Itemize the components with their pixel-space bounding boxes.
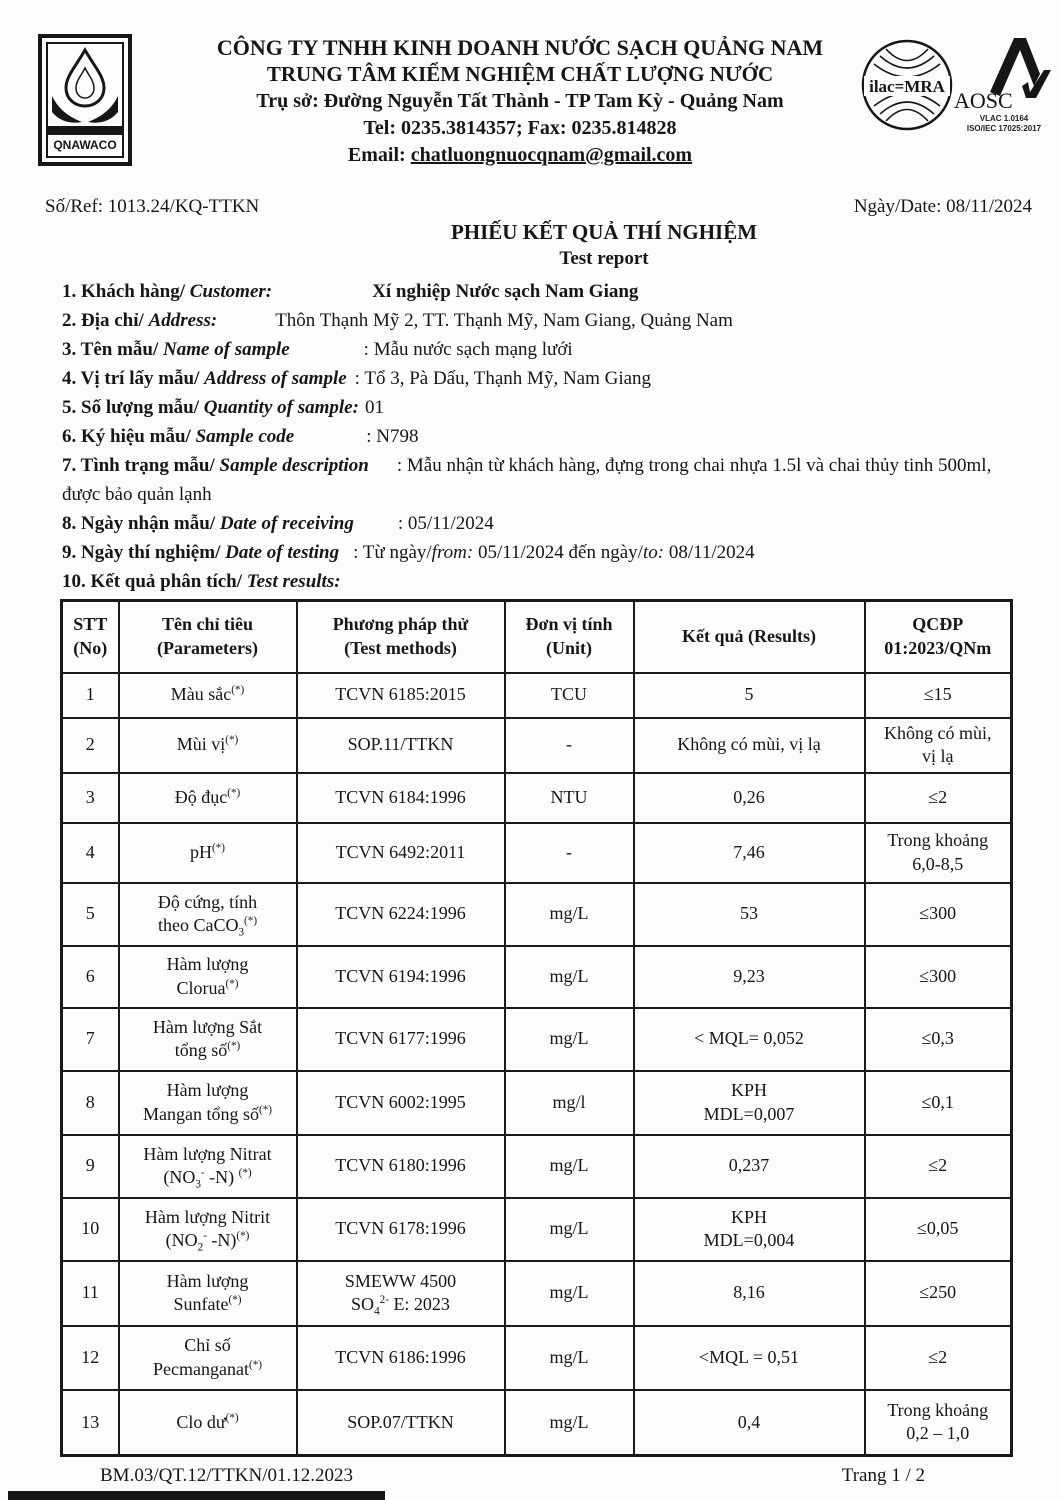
report-subtitle: Test report	[559, 248, 649, 269]
method-cell: TCVN 6178:1996	[297, 1198, 505, 1261]
report-date: Ngày/Date: 08/11/2024	[853, 196, 1032, 217]
info-value: 05/11/2024 đến ngày/	[473, 542, 643, 563]
company-name: CÔNG TY TNHH KINH DOANH NƯỚC SẠCH QUẢNG NAM	[216, 35, 824, 60]
info-value: 01	[364, 397, 384, 418]
param-cell: Màu sắc(*)	[119, 673, 297, 718]
table-header-row	[62, 601, 1012, 673]
param-cell: Hàm lượng Mangan tổng số(*)	[119, 1071, 297, 1135]
unit-cell: -	[505, 823, 634, 883]
info-value: : Mẫu nước sạch mạng lưới	[363, 339, 573, 360]
limit-cell: Trong khoảng 6,0-8,5	[865, 823, 1012, 883]
method-cell: SMEWW 4500 $SO_4^{2-}$ E: 2023	[297, 1261, 505, 1326]
info-value: : 05/11/2024	[397, 513, 494, 534]
limit-cell: ≤300	[865, 946, 1012, 1008]
param-cell: Độ cứng, tính theo CaCO$_3$(*)	[119, 883, 297, 946]
info-label-en: Date of receiving	[219, 513, 354, 534]
info-value: : N798	[366, 426, 419, 447]
report-title: PHIẾU KẾT QUẢ THÍ NGHIỆM	[450, 220, 758, 244]
info-label: 10. Kết quả phân tích/	[62, 571, 247, 592]
result-cell: KPH MDL=0,004	[634, 1198, 865, 1261]
stt-cell: 3	[62, 773, 119, 823]
info-label: 7. Tình trạng mẫu/	[62, 455, 220, 476]
info-label: 4. Vị trí lấy mẫu/	[62, 368, 205, 389]
method-cell: TCVN 6194:1996	[297, 946, 505, 1008]
stt-cell: 2	[62, 718, 119, 773]
result-cell: 9,23	[634, 946, 865, 1008]
info-label-en: Date of testing	[225, 542, 340, 563]
col-header-method: Phương pháp thử (Test methods)	[297, 601, 505, 673]
info-item-test-results	[62, 567, 1017, 596]
param-cell: pH(*)	[119, 823, 297, 883]
param-cell: Hàm lượng Sắt tổng số(*)	[119, 1008, 297, 1071]
limit-cell: ≤250	[865, 1261, 1012, 1326]
hq-address: Trụ sở: Đường Nguyễn Tất Thành - TP Tam Kỳ - Quảng Nam	[256, 90, 784, 112]
stt-cell: 9	[62, 1135, 119, 1198]
result-cell: 0,4	[634, 1390, 865, 1456]
qnawaco-logo	[38, 34, 132, 166]
info-item-date-receiving	[62, 509, 1017, 538]
param-cell: Clo dư(*)	[119, 1390, 297, 1456]
stt-cell: 1	[62, 673, 119, 718]
unit-cell: mg/l	[505, 1071, 634, 1135]
method-cell: TCVN 6177:1996	[297, 1008, 505, 1071]
info-value-from: from:	[431, 542, 474, 563]
limit-cell: ≤2	[865, 1326, 1012, 1390]
method-cell: TCVN 6002:1995	[297, 1071, 505, 1135]
info-label-en: Name of sample	[163, 339, 290, 360]
result-cell: 8,16	[634, 1261, 865, 1326]
info-value: : Tổ 3, Pà Dấu, Thạnh Mỹ, Nam Giang	[354, 368, 652, 389]
method-cell: TCVN 6180:1996	[297, 1135, 505, 1198]
limit-cell: ≤0,05	[865, 1198, 1012, 1261]
result-cell: 0,26	[634, 773, 865, 823]
stt-cell: 11	[62, 1261, 119, 1326]
unit-cell: mg/L	[505, 946, 634, 1008]
table-row	[62, 1198, 1012, 1261]
col-header-parameter: Tên chỉ tiêu (Parameters)	[119, 601, 297, 673]
email-link[interactable]: chatluongnuocqnam@gmail.com	[410, 144, 693, 166]
param-cell: Hàm lượng Nitrit ($NO_2^-$ -N)(*)	[119, 1198, 297, 1261]
limit-cell: ≤0,3	[865, 1008, 1012, 1071]
unit-cell: mg/L	[505, 1008, 634, 1071]
table-row	[62, 1326, 1012, 1390]
method-cell: SOP.07/TTKN	[297, 1390, 505, 1456]
info-label: 8. Ngày nhận mẫu/	[62, 513, 220, 534]
result-cell: Không có mùi, vị lạ	[634, 718, 865, 773]
result-cell: <MQL = 0,51	[634, 1326, 865, 1390]
info-section	[62, 277, 1017, 596]
param-cell: Độ đục(*)	[119, 773, 297, 823]
ref-row	[0, 192, 1062, 218]
info-item-quantity	[62, 393, 1017, 422]
info-value: Thôn Thạnh Mỹ 2, TT. Thạnh Mỹ, Nam Giang, Quảng Nam	[275, 310, 733, 331]
result-cell: 5	[634, 673, 865, 718]
ilac-mra-text: ilac=MRA	[869, 77, 945, 96]
unit-cell: mg/L	[505, 1135, 634, 1198]
title-block	[148, 220, 1060, 270]
limit-cell: Trong khoảng 0,2 – 1,0	[865, 1390, 1012, 1456]
stt-cell: 5	[62, 883, 119, 946]
limit-cell: ≤2	[865, 1135, 1012, 1198]
ilac-mra-logo	[860, 38, 954, 132]
result-cell: KPH MDL=0,007	[634, 1071, 865, 1135]
aosc-check-icon	[952, 30, 1056, 114]
center-name: TRUNG TÂM KIỂM NGHIỆM CHẤT LƯỢNG NƯỚC	[266, 62, 774, 86]
limit-cell: ≤2	[865, 773, 1012, 823]
info-label-en: Address of sample	[204, 368, 347, 389]
info-item-customer	[62, 277, 1017, 306]
table-row	[62, 1135, 1012, 1198]
info-value: 08/11/2024	[664, 542, 755, 563]
water-drop-icon	[38, 34, 132, 166]
info-label-en: Customer:	[189, 281, 273, 302]
info-item-address	[62, 306, 1017, 335]
stt-cell: 10	[62, 1198, 119, 1261]
info-value: : Từ ngày/	[353, 542, 432, 563]
result-cell: 53	[634, 883, 865, 946]
info-label-en: Sample description	[219, 455, 369, 476]
unit-cell: NTU	[505, 773, 634, 823]
param-cell: Mùi vị(*)	[119, 718, 297, 773]
stt-cell: 4	[62, 823, 119, 883]
unit-cell: -	[505, 718, 634, 773]
info-item-date-testing	[62, 538, 1017, 567]
unit-cell: mg/L	[505, 883, 634, 946]
info-item-sample-address	[62, 364, 1017, 393]
info-label-en: Test results:	[246, 571, 341, 592]
stt-cell: 12	[62, 1326, 119, 1390]
table-row	[62, 1261, 1012, 1326]
table-row	[62, 1008, 1012, 1071]
info-label: 5. Số lượng mẫu/	[62, 397, 204, 418]
col-header-unit: Đơn vị tính (Unit)	[505, 601, 634, 673]
method-cell: TCVN 6224:1996	[297, 883, 505, 946]
info-label: 1. Khách hàng/	[62, 281, 190, 302]
result-cell: 0,237	[634, 1135, 865, 1198]
stt-cell: 7	[62, 1008, 119, 1071]
unit-cell: mg/L	[505, 1390, 634, 1456]
email-label: Email:	[347, 144, 411, 166]
info-item-sample-name	[62, 335, 1017, 364]
info-label: 2. Địa chỉ/	[62, 310, 149, 331]
info-label-en: Quantity of sample:	[203, 397, 359, 418]
page-number: Trang 1 / 2	[841, 1465, 925, 1486]
stt-cell: 13	[62, 1390, 119, 1456]
info-label-en: Sample code	[195, 426, 295, 447]
results-table	[60, 599, 1013, 1457]
param-cell: Hàm lượng Clorua(*)	[119, 946, 297, 1008]
table-row	[62, 1071, 1012, 1135]
info-item-sample-description	[62, 451, 1017, 509]
info-label-en: Address:	[148, 310, 218, 331]
aosc-text: AOSC	[954, 88, 1013, 113]
ilac-mra-globe-icon	[860, 38, 954, 132]
info-value: Xí nghiệp Nước sạch Nam Giang	[372, 281, 639, 302]
method-cell: TCVN 6492:2011	[297, 823, 505, 883]
info-value: : Mẫu nhận từ khách hàng, đựng trong chai nhựa 1.5l và chai thủy tinh 500ml, được bảo quản lạnh	[62, 455, 992, 505]
limit-cell: ≤15	[865, 673, 1012, 718]
method-cell: TCVN 6184:1996	[297, 773, 505, 823]
aosc-logo	[952, 30, 1056, 134]
aosc-iso-code: ISO/IEC 17025:2017	[966, 124, 1042, 133]
info-label: 3. Tên mẫu/	[62, 339, 164, 360]
param-cell: Hàm lượng Nitrat ($NO_3^-$ -N) (*)	[119, 1135, 297, 1198]
table-row	[62, 718, 1012, 773]
stt-cell: 8	[62, 1071, 119, 1135]
unit-cell: mg/L	[505, 1198, 634, 1261]
table-row	[62, 946, 1012, 1008]
info-value-to: to:	[642, 542, 665, 563]
tel-fax: Tel: 0235.3814357; Fax: 0235.814828	[363, 117, 677, 139]
letterhead-text	[140, 34, 900, 169]
page-footer	[0, 1457, 1062, 1487]
unit-cell: mg/L	[505, 1261, 634, 1326]
table-row	[62, 773, 1012, 823]
col-header-limit: QCĐP 01:2023/QNm	[865, 601, 1012, 673]
stt-cell: 6	[62, 946, 119, 1008]
table-row	[62, 823, 1012, 883]
param-cell: Chỉ số Pecmanganat(*)	[119, 1326, 297, 1390]
method-cell: SOP.11/TTKN	[297, 718, 505, 773]
email-line	[140, 142, 900, 169]
ref-number: Số/Ref: 1013.24/KQ-TTKN	[45, 196, 260, 217]
table-row	[62, 883, 1012, 946]
svg-text:QNAWACO: QNAWACO	[53, 138, 117, 152]
result-cell: 7,46	[634, 823, 865, 883]
info-label: 9. Ngày thí nghiệm/	[62, 542, 226, 563]
col-header-result: Kết quả (Results)	[634, 601, 865, 673]
info-label: 6. Ký hiệu mẫu/	[62, 426, 196, 447]
method-cell: TCVN 6185:2015	[297, 673, 505, 718]
method-cell: TCVN 6186:1996	[297, 1326, 505, 1390]
limit-cell: Không có mùi, vị lạ	[865, 718, 1012, 773]
result-cell: < MQL= 0,052	[634, 1008, 865, 1071]
col-header-stt: STT (No)	[62, 601, 119, 673]
aosc-vlac-code: VLAC 1.0164	[979, 114, 1029, 123]
limit-cell: ≤300	[865, 883, 1012, 946]
table-row	[62, 673, 1012, 718]
param-cell: Hàm lượng Sunfate(*)	[119, 1261, 297, 1326]
info-item-sample-code	[62, 422, 1017, 451]
unit-cell: mg/L	[505, 1326, 634, 1390]
form-code: BM.03/QT.12/TTKN/01.12.2023	[100, 1465, 353, 1486]
unit-cell: TCU	[505, 673, 634, 718]
table-row	[62, 1390, 1012, 1456]
scan-artifact-bar	[8, 1491, 385, 1500]
letterhead	[0, 0, 1062, 192]
limit-cell: ≤0,1	[865, 1071, 1012, 1135]
